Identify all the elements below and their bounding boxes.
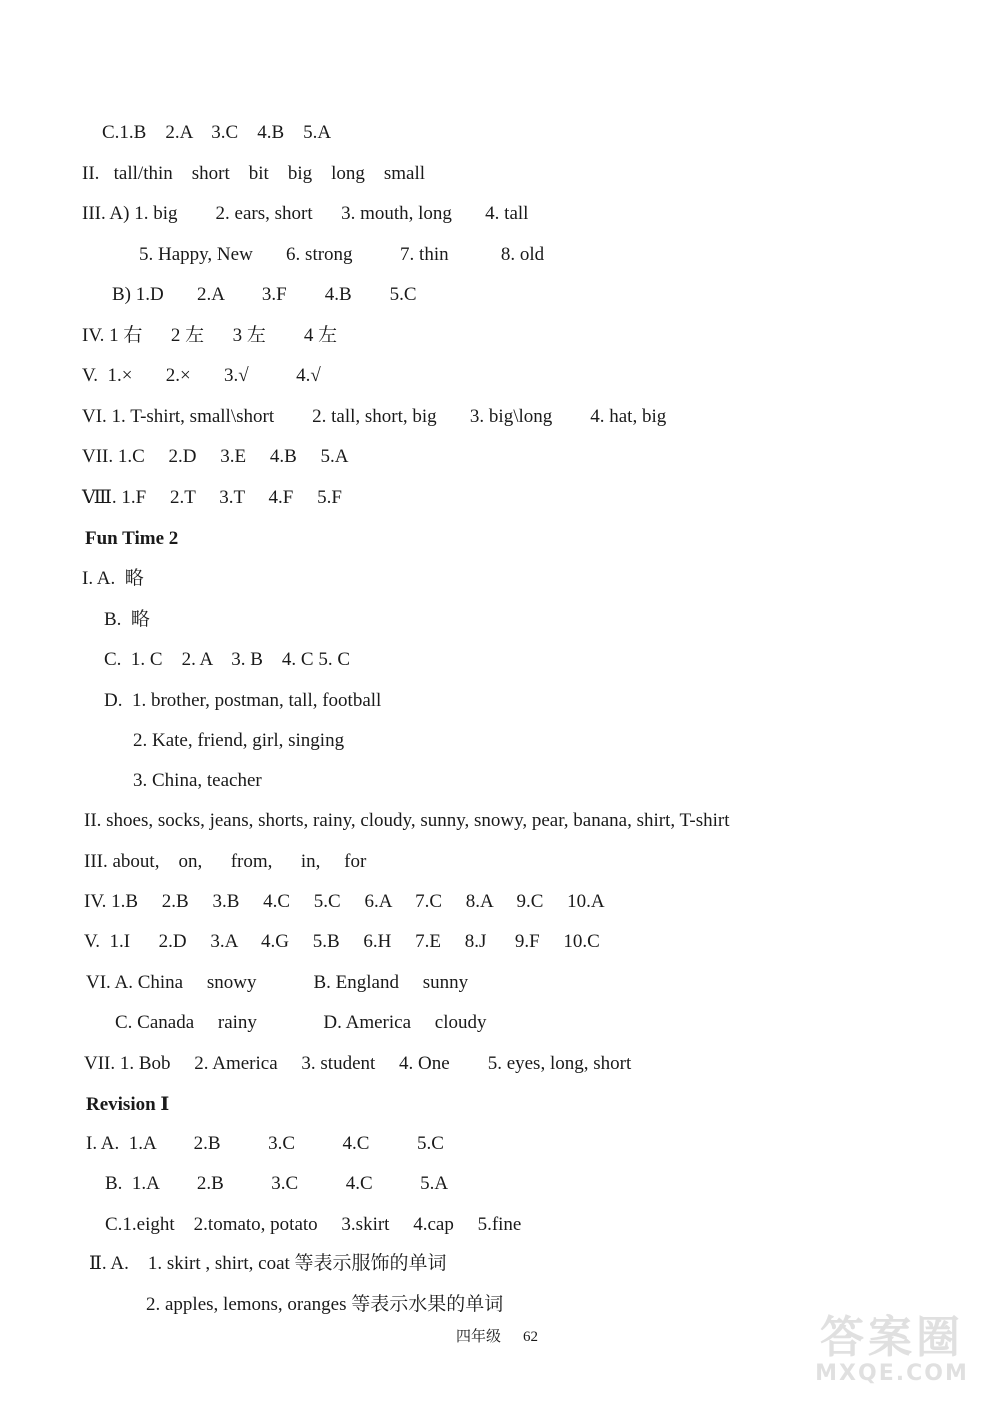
answer-line: C.1.eight 2.tomato, potato 3.skirt 4.cap 5.fine (105, 1214, 522, 1235)
answer-line: V. 1.I 2.D 3.A 4.G 5.B 6.H 7.E 8.J 9.F 10.C (84, 931, 600, 952)
answer-line: II. tall/thin short bit big long small (82, 163, 426, 184)
section-heading-fun-time-2: Fun Time 2 (85, 528, 179, 549)
answer-line: III. about, on, from, in, for (84, 851, 367, 872)
answer-line: 2. Kate, friend, girl, singing (133, 730, 345, 751)
answer-line: B) 1.D 2.A 3.F 4.B 5.C (112, 284, 417, 305)
answer-line: D. 1. brother, postman, tall, football (104, 690, 382, 711)
answer-line: Ⅱ. A. 1. skirt , shirt, coat 等表示服饰的单词 (89, 1253, 447, 1274)
footer-grade: 四年级 (456, 1329, 502, 1345)
answer-line: I. A. 略 (82, 568, 144, 589)
answer-line: I. A. 1.A 2.B 3.C 4.C 5.C (86, 1133, 444, 1154)
answer-line: VI. 1. T-shirt, small\short 2. tall, short, big 3. big\long 4. hat, big (82, 406, 667, 427)
answer-line: 5. Happy, New 6. strong 7. thin 8. old (139, 244, 545, 265)
answer-line: B. 略 (104, 609, 150, 630)
answer-line: VII. 1. Bob 2. America 3. student 4. One 5. eyes, long, short (84, 1053, 632, 1074)
answer-line: C.1.B 2.A 3.C 4.B 5.A (102, 122, 332, 143)
answer-line: IV. 1.B 2.B 3.B 4.C 5.C 6.A 7.C 8.A 9.C 10.A (84, 891, 605, 912)
answer-line: VII. 1.C 2.D 3.E 4.B 5.A (82, 446, 349, 467)
watermark-top-text: 答案圈 (820, 1312, 964, 1363)
watermark-logo (792, 1312, 992, 1395)
answer-line: 2. apples, lemons, oranges 等表示水果的单词 (146, 1294, 504, 1315)
answer-line: V. 1.× 2.× 3.√ 4.√ (82, 365, 321, 386)
answer-line: C. Canada rainy D. America cloudy (115, 1012, 487, 1033)
answer-line: III. A) 1. big 2. ears, short 3. mouth, long 4. tall (82, 203, 529, 224)
answer-line: C. 1. C 2. A 3. B 4. C 5. C (104, 649, 350, 670)
answer-line: II. shoes, socks, jeans, shorts, rainy, cloudy, sunny, snowy, pear, banana, shirt, T-shirt (84, 810, 730, 831)
answer-line: Ⅷ. 1.F 2.T 3.T 4.F 5.F (82, 487, 342, 508)
section-heading-revision-1: Revision Ⅰ (86, 1094, 170, 1115)
answer-line: VI. A. China snowy B. England sunny (86, 972, 469, 993)
footer-page-number: 62 (523, 1329, 538, 1345)
watermark-bottom-text: MXQE.COM (815, 1361, 969, 1386)
answer-line: B. 1.A 2.B 3.C 4.C 5.A (105, 1173, 449, 1194)
answer-line: 3. China, teacher (133, 770, 262, 791)
answer-line: IV. 1 右 2 左 3 左 4 左 (82, 325, 338, 346)
